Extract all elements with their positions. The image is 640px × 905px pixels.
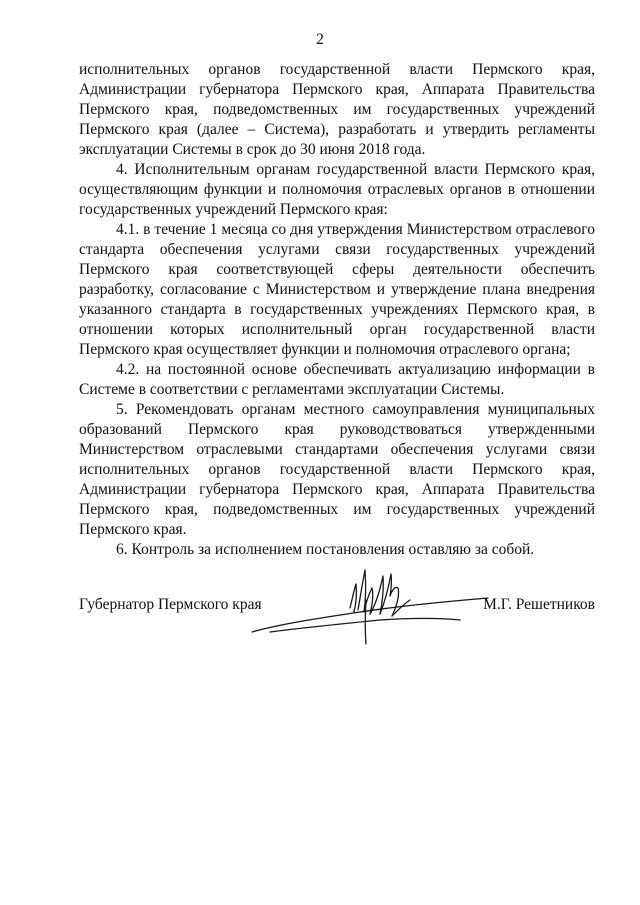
signer-position: Губернатор Пермского края: [79, 596, 262, 613]
paragraph-item-5: 5. Рекомендовать органам местного самоуправления муниципальных образований Пермского края руководствоваться утвержденными Министерством отраслевыми стандартами обеспечения услугами связи исполнительных органов государственной власти Пермского края, Администрации губернатора Пермского края, Аппарата Правительства Пермского края, подведомственных им государственных учреждений Пермского края.: [79, 401, 595, 538]
paragraph-item-6: 6. Контроль за исполнением постановления оставляю за собой.: [116, 541, 535, 558]
paragraph-item-4-1: 4.1. в течение 1 месяца со дня утверждения Министерством отраслевого стандарта обеспечения услугами связи государственных учреждений Пермского края соответствующей сферы деятельности обеспечить разработку, согласование с Министерством и утверждение плана внедрения указанного стандарта в государственных учреждениях Пермского края, в отношении которых исполнительный орган государственной власти Пермского края осуществляет функции и полномочия отраслевого органа;: [79, 221, 595, 358]
signer-name: М.Г. Решетников: [483, 596, 595, 613]
document-body: [79, 60, 595, 560]
paragraph-continuation: исполнительных органов государственной власти Пермского края, Администрации губернатора Пермского края, Аппарата Правительства Пермского края, подведомственных им государственных учреждений Пермского края (далее – Система), разработать и утвердить регламенты эксплуатации Системы в срок до 30 июня 2018 года.: [79, 61, 595, 158]
paragraph-item-4: 4. Исполнительным органам государственной власти Пермского края, осуществляющим функции и полномочия отраслевых органов в отношении государственных учреждений Пермского края:: [79, 161, 595, 218]
handwritten-signature: [250, 560, 490, 660]
page-number: 2: [316, 31, 324, 48]
paragraph-item-4-2: 4.2. на постоянной основе обеспечивать актуализацию информации в Системе в соответствии с регламентами эксплуатации Системы.: [79, 361, 595, 398]
